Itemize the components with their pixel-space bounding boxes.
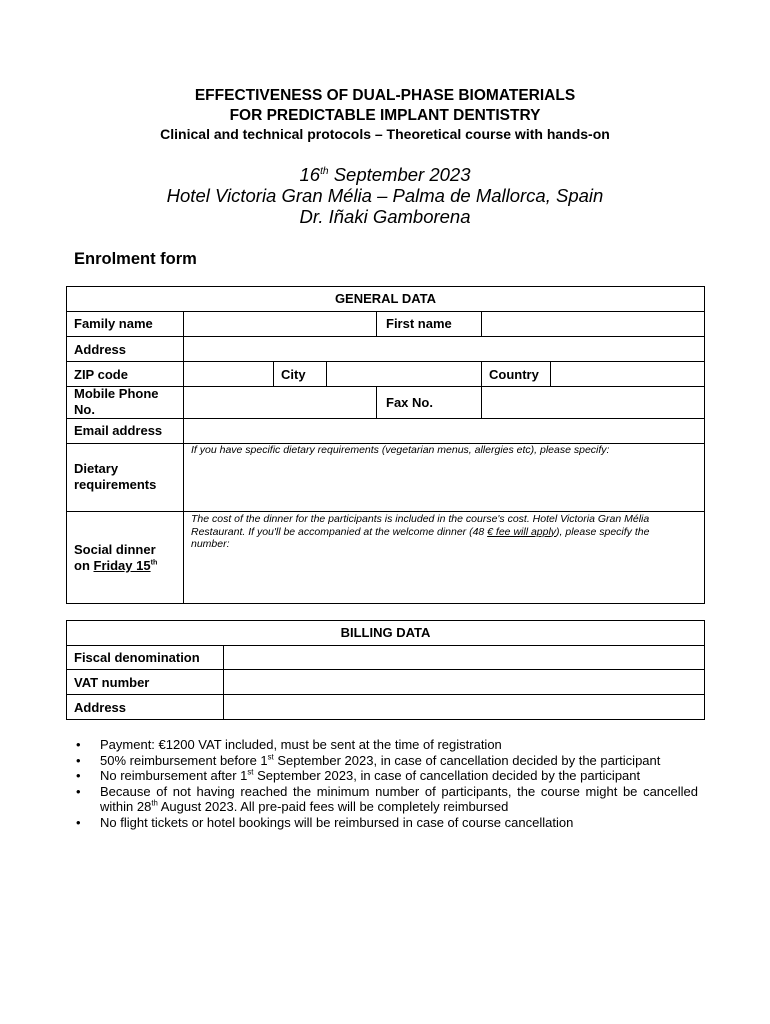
city-field[interactable]: [327, 362, 481, 386]
zip-code-field[interactable]: [184, 362, 273, 386]
list-item: • No flight tickets or hotel bookings will be reimbursed in case of course cancellation: [76, 815, 698, 831]
list-item: • Because of not having reached the minimum number of participants, the course might be cancelled within 28th August 2023. All pre-paid fees will be completely reimbursed: [76, 784, 698, 815]
event-info: [0, 164, 770, 227]
mobile-phone-field[interactable]: [184, 387, 376, 418]
first-name-field[interactable]: [482, 312, 704, 336]
terms-list: [76, 737, 698, 831]
list-item: • No reimbursement after 1st September 2023, in case of cancellation decided by the participant: [76, 768, 698, 784]
social-dinner-note: The cost of the dinner for the participants is included in the course's cost. Hotel Victoria Gran Mélia Restaurant. If you'll be accompanied at the welcome dinner (48 € fee will apply), please specify the number:: [191, 513, 650, 550]
mobile-phone-label: Mobile Phone No.: [74, 386, 159, 417]
family-name-label: Family name: [74, 316, 153, 331]
email-field[interactable]: [184, 419, 704, 443]
family-name-field[interactable]: [184, 312, 375, 336]
dietary-label: Dietary requirements: [74, 461, 157, 492]
country-label: Country: [489, 367, 539, 382]
list-item: • Payment: €1200 VAT included, must be sent at the time of registration: [76, 737, 698, 753]
event-venue: Hotel Victoria Gran Mélia – Palma de Mallorca, Spain: [166, 185, 604, 206]
vat-number-field[interactable]: [224, 670, 704, 694]
course-title-line2: FOR PREDICTABLE IMPLANT DENTISTRY: [229, 107, 541, 124]
form-title: Enrolment form: [74, 250, 197, 268]
fax-label: Fax No.: [386, 395, 433, 410]
fax-field[interactable]: [482, 387, 704, 418]
first-name-label: First name: [386, 316, 452, 331]
general-data-heading: GENERAL DATA: [334, 291, 437, 306]
social-dinner-label: Social dinner on Friday 15th: [74, 542, 158, 573]
dietary-field[interactable]: [184, 458, 704, 510]
zip-code-label: ZIP code: [74, 367, 128, 382]
billing-address-field[interactable]: [224, 695, 704, 719]
fiscal-denomination-field[interactable]: [224, 646, 704, 669]
event-date: 16th September 2023: [299, 164, 471, 185]
course-title: [0, 86, 770, 126]
vat-number-label: VAT number: [74, 675, 150, 690]
address-field[interactable]: [184, 337, 704, 361]
list-item: • 50% reimbursement before 1st September 2023, in case of cancellation decided by the participant: [76, 753, 698, 769]
dietary-note: If you have specific dietary requirements (vegetarian menus, allergies etc), please specify:: [191, 444, 610, 456]
email-label: Email address: [74, 423, 163, 438]
address-label: Address: [74, 342, 127, 357]
city-label: City: [281, 367, 306, 382]
social-dinner-field[interactable]: [184, 552, 704, 603]
course-title-line1: EFFECTIVENESS OF DUAL-PHASE BIOMATERIALS: [194, 87, 576, 104]
billing-address-label: Address: [74, 700, 127, 715]
country-field[interactable]: [551, 362, 704, 386]
event-speaker: Dr. Iñaki Gamborena: [299, 206, 471, 227]
fiscal-denomination-label: Fiscal denomination: [74, 650, 200, 665]
billing-data-heading: BILLING DATA: [340, 625, 431, 640]
course-subtitle: Clinical and technical protocols – Theoretical course with hands-on: [160, 126, 610, 142]
